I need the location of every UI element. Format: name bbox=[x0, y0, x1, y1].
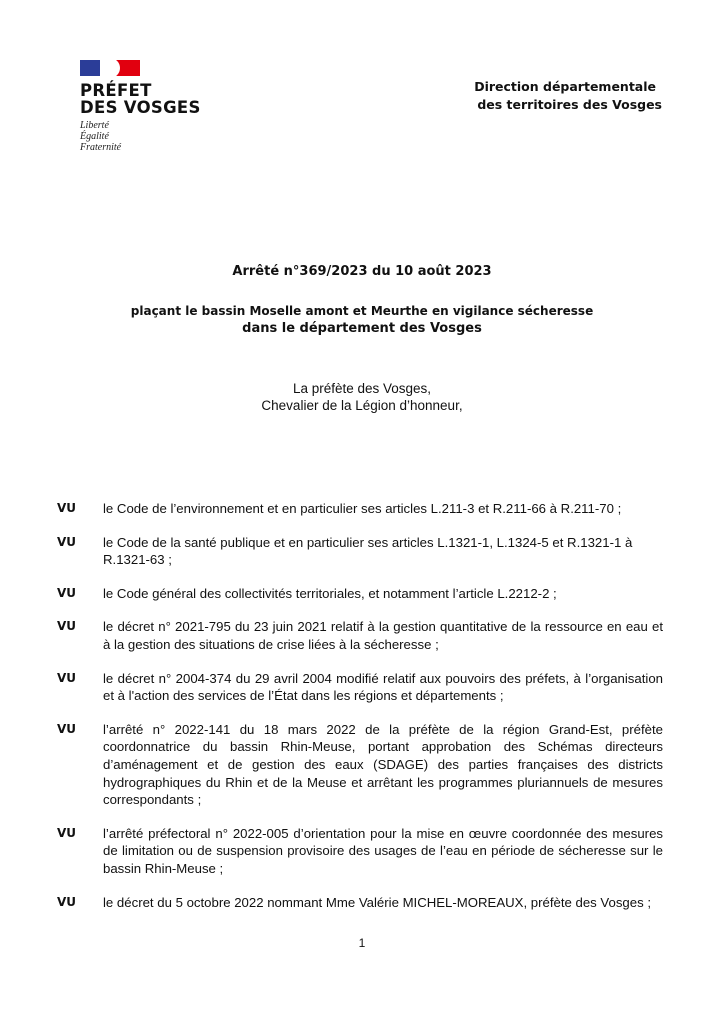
logo-title-line2: DES VOSGES bbox=[80, 98, 201, 117]
visa-label: VU bbox=[57, 721, 77, 736]
visa-label: VU bbox=[57, 825, 77, 840]
visa-label: VU bbox=[57, 501, 77, 515]
marianne-flag-icon bbox=[80, 58, 140, 78]
visa-text: le décret n° 2021-795 du 23 juin 2021 relatif à la gestion quantitative de la ressource en eau et à la gestion des situations de crise liées à la sécheresse ; bbox=[103, 619, 663, 652]
visa-text: l’arrêté n° 2022-141 du 18 mars 2022 de la préfète de la région Grand-Est, préfète coordonnatrice du bassin Rhin-Meuse, portant approbation des Schémas directeurs d’aménagement et de gestion des eaux (SDAGE) des parties françaises des districts hydrographiques du Rhin et de la Meuse et arrêtant les programmes pluriannuels de mesures correspondants ; bbox=[103, 721, 663, 808]
motto-egalite: Égalité bbox=[80, 131, 109, 142]
direction-line1: Direction départementale bbox=[474, 79, 656, 94]
document-subject bbox=[0, 302, 724, 338]
page-number: 1 bbox=[358, 936, 366, 950]
visas-list bbox=[57, 500, 663, 927]
visa-item bbox=[57, 585, 663, 603]
direction-line2: des territoires des Vosges bbox=[477, 97, 662, 112]
visa-item bbox=[57, 825, 663, 878]
signatory-line2: Chevalier de la Légion d’honneur, bbox=[261, 398, 463, 413]
logo-title-line1: PRÉFET bbox=[80, 81, 152, 100]
visa-text: le Code de la santé publique et en particulier ses articles L.1321-1, L.1324-5 et R.1321-1 à R.1321-63 ; bbox=[103, 534, 633, 568]
visa-item bbox=[57, 894, 663, 912]
signatory bbox=[0, 380, 724, 414]
visa-text: le Code de l’environnement et en particulier ses articles L.211-3 et R.211-66 à R.211-70 ; bbox=[103, 501, 622, 516]
visa-item bbox=[57, 670, 663, 705]
republic-motto bbox=[80, 120, 250, 153]
visa-label: VU bbox=[57, 894, 77, 909]
marianne-profile bbox=[100, 58, 120, 78]
visa-text: le Code général des collectivités territoriales, et notamment l’article L.2212-2 ; bbox=[103, 585, 557, 601]
visa-label: VU bbox=[57, 619, 77, 634]
motto-liberte: Liberté bbox=[80, 120, 109, 131]
motto-fraternite: Fraternité bbox=[80, 142, 122, 153]
visa-item bbox=[57, 534, 663, 569]
visa-text: le décret n° 2004-374 du 29 avril 2004 modifié relatif aux pouvoirs des préfets, à l’organisation et à l'action des services de l’État dans les régions et départements ; bbox=[103, 670, 663, 704]
prefet-vosges-logo bbox=[80, 58, 250, 153]
signatory-line1: La préfète des Vosges, bbox=[292, 381, 432, 396]
visa-label: VU bbox=[57, 585, 77, 600]
visa-item bbox=[57, 618, 663, 653]
document-title: Arrêté n°369/2023 du 10 août 2023 bbox=[232, 264, 492, 279]
visa-item bbox=[57, 721, 663, 809]
logo-title bbox=[80, 82, 250, 116]
visa-label: VU bbox=[57, 670, 77, 685]
subject-line1: plaçant le bassin Moselle amont et Meurthe en vigilance sécheresse bbox=[130, 304, 594, 318]
visa-text: le décret du 5 octobre 2022 nommant Mme Valérie MICHEL-MOREAUX, préfète des Vosges ; bbox=[103, 894, 652, 910]
visa-item bbox=[57, 500, 663, 518]
issuing-direction bbox=[474, 78, 662, 114]
visa-text: l’arrêté préfectoral n° 2022-005 d’orientation pour la mise en œuvre coordonnée des mesures de limitation ou de suspension provisoire des usages de l’eau en période de sécheresse sur le bassin Rhin-Meuse ; bbox=[103, 825, 663, 876]
subject-line2: dans le département des Vosges bbox=[242, 321, 482, 336]
visa-label: VU bbox=[57, 534, 77, 549]
